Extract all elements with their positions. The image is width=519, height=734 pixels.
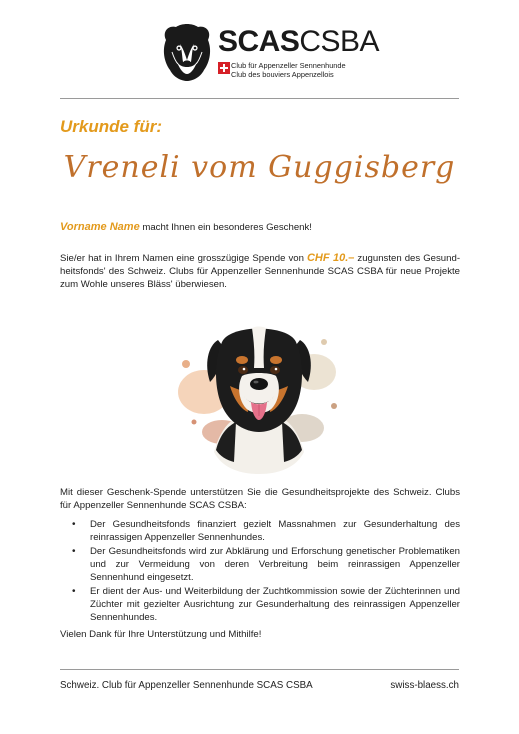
club-logo	[158, 22, 380, 84]
logo-wordmark: SCASCSBA	[218, 25, 380, 58]
footer-divider	[60, 669, 459, 670]
footer-website[interactable]: swiss-blaess.ch	[390, 680, 459, 691]
recipient-name: Vreneli vom Guggisberg	[63, 150, 456, 185]
gift-intro: Vorname Name macht Ihnen ein besonderes Geschenk!	[60, 221, 312, 233]
list-item: • Der Gesundheitsfonds finanziert gezielt Massnahmen zur Gesunderhaltung des reinrassigen Appenzeller Sennenhundes.	[60, 518, 460, 544]
list-item: • Er dient der Aus- und Weiterbildung der Zuchtkommission sowie der Züchterinnen und Züchter mit gezielter Ausrichtung zur Gesunderhaltung des reinrassigen Appenzeller Sennenhundes.	[60, 585, 460, 624]
header-divider	[60, 98, 459, 99]
footer-club-name: Schweiz. Club für Appenzeller Sennenhunde SCAS CSBA	[60, 680, 313, 691]
donation-paragraph: Sie/er hat in Ihrem Namen eine grosszügige Spende von CHF 10.– zugunsten des Gesundheitsfonds' des Schweiz. Clubs für Appenzeller Sennenhunde SCAS CSBA für neue Projekte zum Wohle unseres Bläss' überwiesen.	[60, 252, 461, 290]
certificate-heading: Urkunde für:	[60, 117, 162, 136]
logo-subtitle-fr: Club des bouviers Appenzellois	[231, 70, 334, 79]
appenzeller-dog-illustration	[164, 302, 354, 480]
swiss-flag-icon	[218, 62, 230, 74]
donation-amount: CHF 10.–	[306, 252, 355, 264]
list-item: • Der Gesundheitsfonds wird zur Abklärung und Erforschung genetischer Problematiken und zur Vermeidung von deren Verbreitung beim reinrassigen Appenzeller Sennenhund eingesetzt.	[60, 545, 460, 584]
health-fund-list	[60, 518, 460, 625]
donor-name: Vorname Name	[60, 221, 140, 233]
appenzeller-dog-head-icon	[158, 22, 216, 82]
support-paragraph: Mit dieser Geschenk-Spende unterstützen Sie die Gesundheitsprojekte des Schweiz. Clubs für Appenzeller Sennenhunde SCAS CSBA:	[60, 487, 460, 511]
thank-you-text: Vielen Dank für Ihre Unterstützung und Mithilfe!	[60, 629, 262, 640]
logo-subtitle-de: Club für Appenzeller Sennenhunde	[231, 61, 346, 70]
